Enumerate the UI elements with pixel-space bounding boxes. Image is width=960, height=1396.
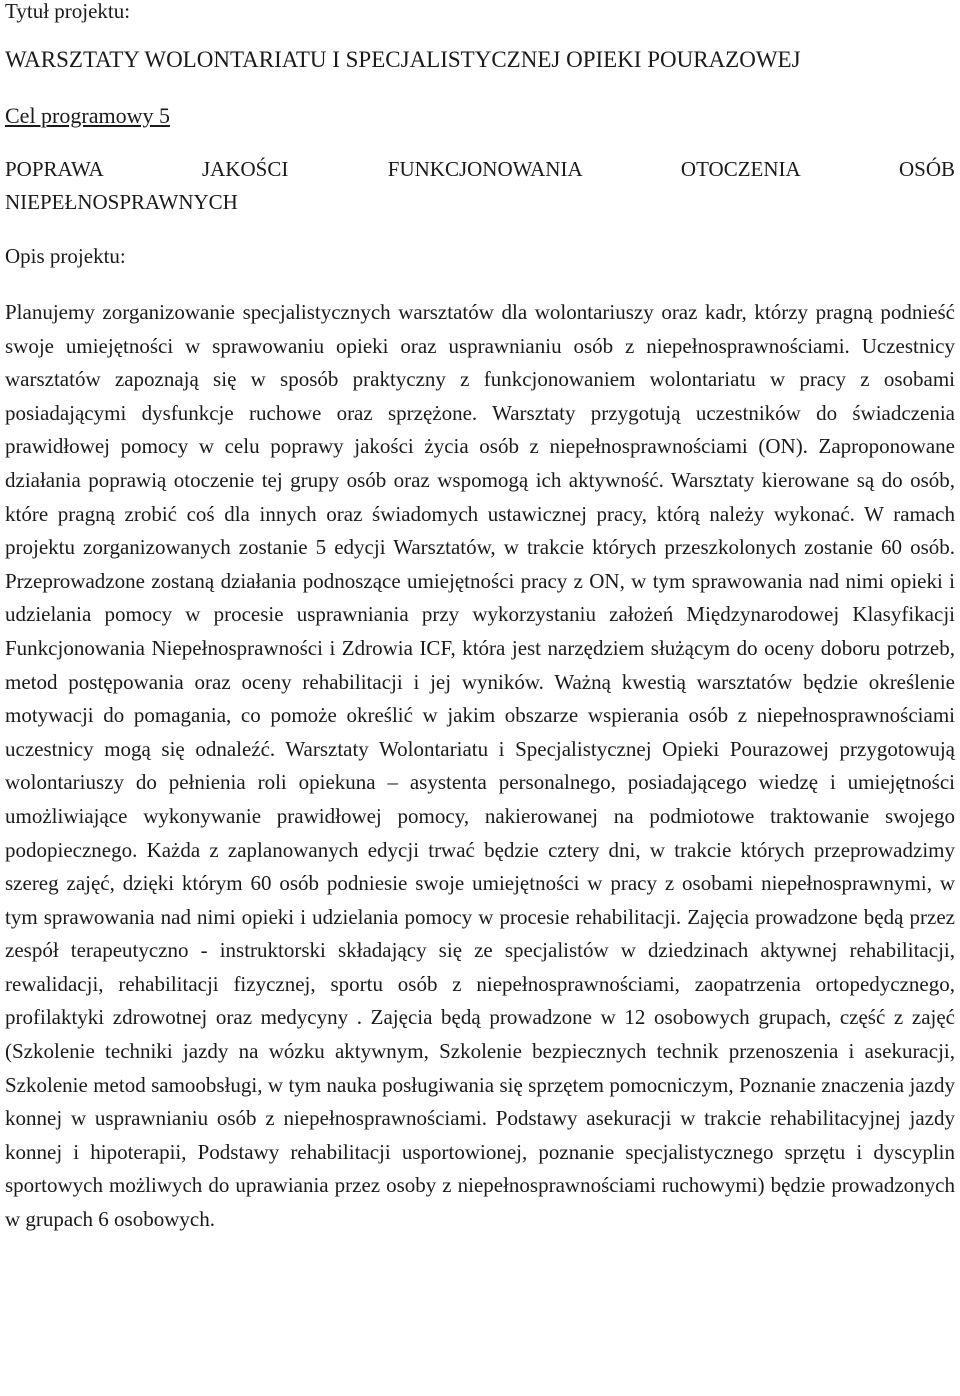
- description-label: Opis projektu:: [5, 244, 126, 268]
- program-goal-line-1: POPRAWA JAKOŚCI FUNKCJONOWANIA OTOCZENIA OSÓB: [5, 157, 955, 181]
- project-title: WARSZTATY WOLONTARIATU I SPECJALISTYCZNEJ OPIEKI POURAZOWEJ: [5, 47, 801, 72]
- program-goal-line-2: NIEPEŁNOSPRAWNYCH: [5, 190, 238, 214]
- project-title-label: Tytuł projektu:: [5, 0, 131, 23]
- program-goal-label: Cel programowy 5: [5, 103, 170, 128]
- description-text: Planujemy zorganizowanie specjalistycznych warsztatów dla wolontariuszy oraz kadr, którzy pragną podnieść swoje umiejętności w sprawowaniu opieki oraz usprawnianiu osób z niepełnosprawnościami. Uczestnicy warsztatów zapoznają się w sposób praktyczny z funkcjonowaniem wolontariatu w pracy z osobami posiadającymi dysfunkcje ruchowe oraz sprzężone. Warsztaty przygotują uczestników do świadczenia prawidłowej pomocy w celu poprawy jakości życia osób z niepełnosprawnościami (ON). Zaproponowane działania poprawią otoczenie tej grupy osób oraz wspomogą ich aktywność. Warsztaty kierowane są do osób, które pragną zrobić coś dla innych oraz świadomych ustawicznej pracy, którą należy wykonać. W ramach projektu zorganizowanych zostanie 5 edycji Warsztatów, w trakcie których przeszkolonych zostanie 60 osób. Przeprowadzone zostaną działania podnoszące umiejętności pracy z ON, w tym sprawowania nad nimi opieki i udzielania pomocy w procesie usprawniania przy wykorzystaniu założeń Międzynarodowej Klasyfikacji Funkcjonowania Niepełnosprawności i Zdrowia ICF, która jest narzędziem służącym do oceny doboru potrzeb, metod postępowania oraz oceny rehabilitacji i jej wyników. Ważną kwestią warsztatów będzie określenie motywacji do pomagania, co pomoże określić w jakim obszarze wspierania osób z niepełnosprawnościami uczestnicy mogą się odnaleźć. Warsztaty Wolontariatu i Specjalistycznej Opieki Pourazowej przygotowują wolontariuszy do pełnienia roli opiekuna – asystenta personalnego, posiadającego wiedzę i umiejętności umożliwiające wykonywanie prawidłowej pomocy, nakierowanej na podmiotowe traktowanie swojego podopiecznego. Każda z zaplanowanych edycji trwać będzie cztery dni, w trakcie których przeprowadzimy szereg zajęć, dzięki którym 60 osób podniesie swoje umiejętności w pracy z osobami niepełnosprawnymi, w tym sprawowania nad nimi opieki i udzielania pomocy w procesie rehabilitacji. Zajęcia prowadzone będą przez zespół terapeutyczno - instruktorski składający się ze specjalistów w dziedzinach aktywnej rehabilitacji, rewalidacji, rehabilitacji fizycznej, sportu osób z niepełnosprawnościami, zaopatrzenia ortopedycznego, profilaktyki zdrowotnej oraz medycyny . Zajęcia będą prowadzone w 12 osobowych grupach, część z zajęć (Szkolenie techniki jazdy na wózku aktywnym, Szkolenie bezpiecznych technik przenoszenia i asekuracji, Szkolenie metod samoobsługi, w tym nauka posługiwania się sprzętem pomocniczym, Poznanie znaczenia jazdy konnej w usprawnianiu osób z niepełnosprawnościami. Podstawy asekuracji w trakcie rehabilitacyjnej jazdy konnej i hipoterapii, Podstawy rehabilitacji usportowionej, poznanie specjalistycznego sprzętu i dyscyplin sportowych możliwych do uprawiania przez osoby z niepełnosprawnościami ruchowymi) będzie prowadzonych w grupach 6 osobowych.: [5, 300, 955, 1232]
